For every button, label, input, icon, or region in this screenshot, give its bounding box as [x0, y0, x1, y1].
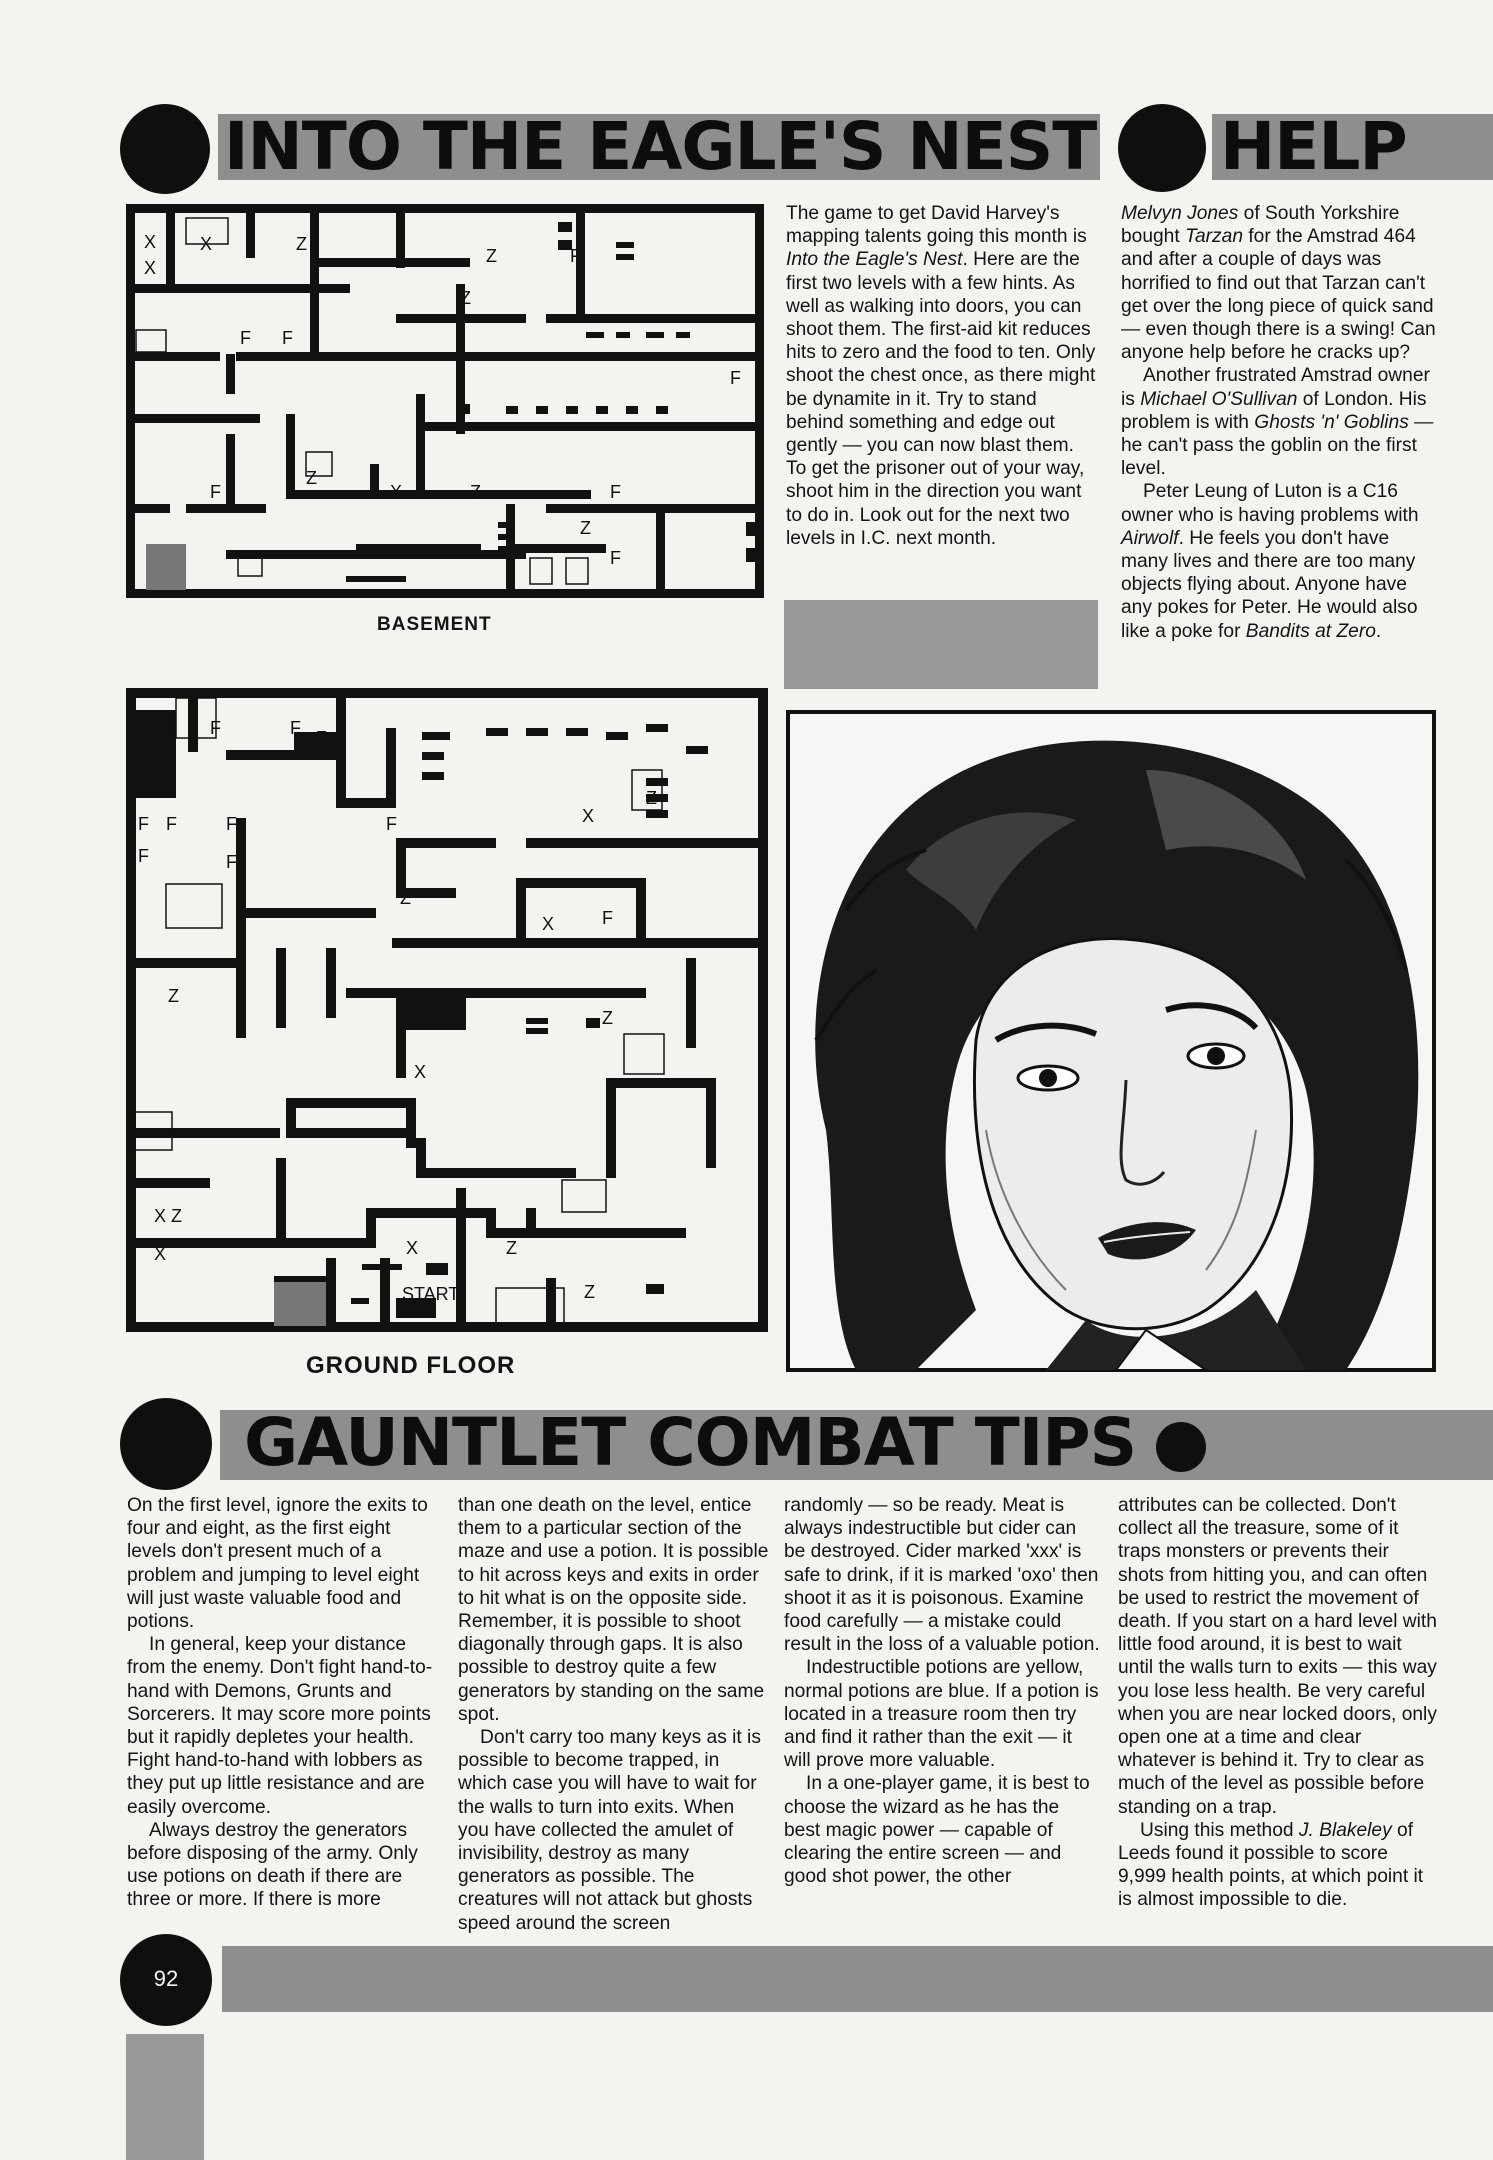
svg-text:F: F [210, 718, 221, 738]
basement-map [126, 204, 764, 598]
svg-text:F: F [730, 368, 741, 388]
svg-text:F: F [226, 852, 237, 872]
gauntlet-col1-para-3: Always destroy the generators before disposing of the army. Only use potions on death if there are three or more. If there is more [127, 1819, 418, 1911]
gauntlet-col4-para-2: Using this method J. Blakeley of Leeds found it possible to score 9,999 health points, at which point it is almost impossible to die. [1118, 1819, 1424, 1911]
svg-text:F: F [210, 482, 221, 502]
eagles-nest-paragraph: The game to get David Harvey's mapping talents going this month is Into the Eagle's Nest. Here are the first two levels with a few hints. As well as walking into doors, you can shoot them. The first-aid kit reduces hits to zero and the food to ten. Only shoot the chest once, as there might be dynamite in it. Try to stand behind something and edge out gently — you can now blast them. To get the prisoner out of your way, shoot him in the direction you want to do in. Look out for the next two levels in I.C. next month. [786, 203, 1096, 549]
ground-floor-label: GROUND FLOOR [306, 1352, 516, 1379]
svg-text:Z: Z [580, 518, 591, 538]
svg-text:X: X [154, 1244, 167, 1264]
gauntlet-col2-para-1: than one death on the level, entice them to a particular section of the maze and use a potion. It is possible to hit across keys and exits in order to hit what is on the opposite side. Remember, it is possible to shoot diagonally through gaps. It is also possible to destroy quite a few generators by standing on the same spot. [458, 1495, 769, 1725]
svg-text:Z: Z [486, 246, 497, 266]
page-number: 92 [153, 1966, 179, 1991]
svg-text:Z: Z [306, 468, 317, 488]
help-text [1121, 202, 1441, 643]
gauntlet-col4-para-1: attributes can be collected. Don't collect all the treasure, some of it traps monsters or prevents their shots from hitting you, and can often be used to restrict the movement of death. If you start on a hard level with little food around, it is best to wait until the walls turn to exits — this way you lose less health. Be very careful when you are near locked doors, only open one at a time and clear whatever is behind it. Try to clear as much of the level as possible before standing on a trap. [1118, 1495, 1437, 1818]
svg-text:F: F [610, 548, 621, 568]
svg-text:Z: Z [296, 234, 307, 254]
gauntlet-col1-para-2: In general, keep your distance from the enemy. Don't fight hand-to-hand with Demons, Grunts and Sorcerers. It may score more points but it rapidly depletes your health. Fight hand-to-hand with lobbers as they put up little resistance and are easily overcome. [127, 1634, 433, 1818]
svg-text:Z: Z [602, 1008, 613, 1028]
svg-text:X: X [144, 232, 157, 252]
gauntlet-col1-para-1: On the first level, ignore the exits to four and eight, as the first eight levels don't present much of a problem and jumping to level eight will just waste valuable food and potions. [127, 1495, 428, 1633]
heading-bullet-right [1118, 104, 1206, 192]
svg-text:F: F [602, 908, 613, 928]
svg-text:X Z: X Z [154, 1206, 183, 1226]
gauntlet-col2-para-2: Don't carry too many keys as it is possible to become trapped, in which case you will have to wait for the walls to turn into exits. When you have collected the amulet of invisibility, destroy as many generators as possible. The creatures will not attack but ghosts speed around the screen [458, 1727, 761, 1934]
gauntlet-column-1 [127, 1494, 435, 1912]
heading-bullet-left [120, 104, 210, 194]
eagles-nest-grey-block [784, 600, 1098, 689]
svg-text:Z: Z [168, 986, 179, 1006]
ground-floor-map [126, 688, 768, 1332]
footer-bottom-block [126, 2034, 204, 2160]
svg-text:F: F [610, 482, 621, 502]
gauntlet-col3-para-1: randomly — so be ready. Meat is always indestructible but cider can be destroyed. Cider marked 'xxx' is safe to drink, if it is marked 'oxo' then shoot it as it is poisonous. Examine food carefully — a mistake could result in the loss of a valuable potion. [784, 1495, 1100, 1656]
svg-text:F: F [570, 246, 581, 266]
footer-bar [222, 1946, 1493, 2012]
portrait-illustration [786, 710, 1436, 1372]
eagles-nest-text [786, 202, 1096, 550]
gauntlet-col3-para-3: In a one-player game, it is best to choose the wizard as he has the best magic power — capable of clearing the entire screen — and good shot power, the other [784, 1773, 1090, 1888]
svg-text:F: F [282, 328, 293, 348]
gauntlet-bullet-left [120, 1398, 212, 1490]
help-paragraph-2: Another frustrated Amstrad owner is Michael O'Sullivan of London. His problem is with Ghosts 'n' Goblins — he can't pass the goblin on the first level. [1121, 365, 1434, 480]
heading-gauntlet: GAUNTLET COMBAT TIPS [244, 1404, 1137, 1481]
gauntlet-column-4 [1118, 1494, 1438, 1912]
svg-text:Z: Z [646, 788, 657, 808]
gauntlet-col3-para-2: Indestructible potions are yellow, normal potions are blue. If a potion is located in a treasure room then try and find it rather than the exit — it will prove more valuable. [784, 1657, 1099, 1772]
basement-label: BASEMENT [377, 614, 492, 635]
heading-eagles-nest: INTO THE EAGLE'S NEST [224, 108, 1097, 185]
svg-text:F: F [290, 718, 301, 738]
svg-text:X: X [144, 258, 157, 278]
svg-text:X: X [582, 806, 595, 826]
help-paragraph-1: Melvyn Jones of South Yorkshire bought Tarzan for the Amstrad 464 and after a couple of days was horrified to find out that Tarzan can't get over the long piece of quick sand — even though there is a swing! Can anyone help before he cracks up? [1121, 203, 1436, 364]
gauntlet-column-3 [784, 1494, 1100, 1888]
svg-text:Z: Z [584, 1282, 595, 1302]
svg-text:Z: Z [316, 728, 327, 748]
start-label: START [402, 1284, 460, 1304]
heading-help: HELP [1220, 108, 1407, 185]
svg-text:F: F [138, 814, 149, 834]
svg-text:Z: Z [506, 1238, 517, 1258]
svg-text:X: X [406, 1238, 419, 1258]
svg-text:Z: Z [400, 888, 411, 908]
svg-text:F: F [240, 328, 251, 348]
help-paragraph-3: Peter Leung of Luton is a C16 owner who is having problems with Airwolf. He feels you don't have many lives and there are too many objects flying about. Anyone have any pokes for Peter. He would also like a poke for Bandits at Zero. [1121, 481, 1419, 642]
gauntlet-bullet-right [1156, 1422, 1206, 1472]
svg-text:F: F [166, 814, 177, 834]
svg-text:Z: Z [460, 288, 471, 308]
svg-text:F: F [226, 814, 237, 834]
svg-text:Z: Z [470, 482, 481, 502]
svg-text:X: X [200, 234, 213, 254]
gauntlet-column-2 [458, 1494, 770, 1935]
svg-text:F: F [138, 846, 149, 866]
svg-text:X: X [390, 482, 403, 502]
svg-text:F: F [386, 814, 397, 834]
svg-text:X: X [542, 914, 555, 934]
svg-text:X: X [414, 1062, 427, 1082]
